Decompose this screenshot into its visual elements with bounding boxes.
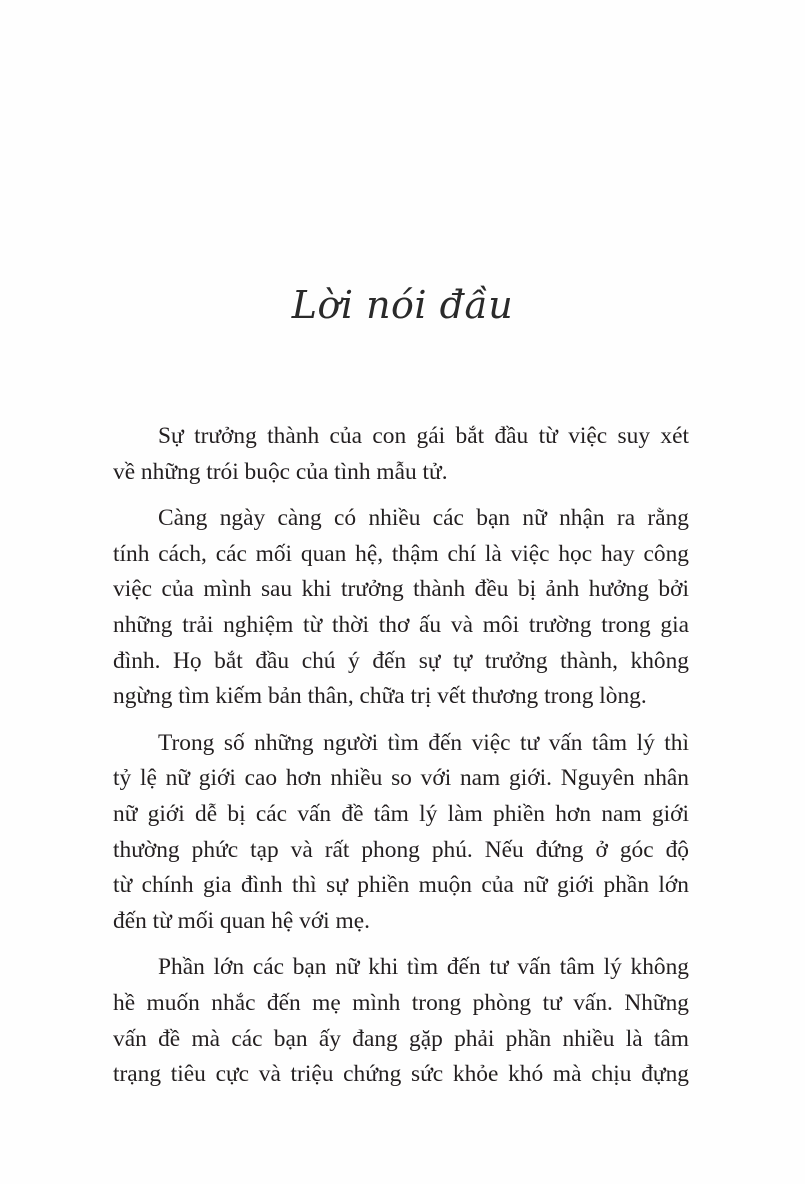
- paragraph-2: [113, 501, 689, 715]
- text-line: đến từ mối quan hệ với mẹ.: [113, 907, 370, 934]
- text-line: về những trói buộc của tình mẫu tử.: [113, 458, 448, 485]
- text-line: Sự trưởng thành của con gái bắt đầu từ việc suy xét: [158, 423, 689, 449]
- text-line: ngừng tìm kiếm bản thân, chữa trị vết thương trong lòng.: [113, 683, 647, 710]
- text-line: trạng tiêu cực và triệu chứng sức khỏe khó mà chịu đựng: [113, 1061, 689, 1088]
- body-text: [113, 419, 689, 1104]
- text-line: vấn đề mà các bạn ấy đang gặp phải phần nhiều là tâm: [113, 1025, 689, 1052]
- text-line: hề muốn nhắc đến mẹ mình trong phòng tư vấn. Những: [113, 989, 689, 1016]
- text-line: những trải nghiệm từ thời thơ ấu và môi trường trong gia: [113, 611, 689, 638]
- text-line: tỷ lệ nữ giới cao hơn nhiều so với nam giới. Nguyên nhân: [113, 765, 689, 792]
- text-line: từ chính gia đình thì sự phiền muộn của nữ giới phần lớn: [113, 872, 689, 899]
- text-line: Phần lớn các bạn nữ khi tìm đến tư vấn tâm lý không: [158, 954, 689, 981]
- text-line: tính cách, các mối quan hệ, thậm chí là việc học hay công: [113, 540, 689, 567]
- paragraph-3: [113, 726, 689, 940]
- text-line: thường phức tạp và rất phong phú. Nếu đứng ở góc độ: [113, 836, 689, 863]
- text-line: việc của mình sau khi trưởng thành đều bị ảnh hưởng bởi: [113, 576, 689, 603]
- text-line: đình. Họ bắt đầu chú ý đến sự tự trưởng thành, không: [113, 647, 689, 674]
- chapter-title: Lời nói đầu: [291, 283, 514, 327]
- text-line: Trong số những người tìm đến việc tư vấn tâm lý thì: [158, 729, 689, 756]
- paragraph-4: [113, 950, 689, 1092]
- paragraph-1: [113, 419, 689, 490]
- text-line: nữ giới dễ bị các vấn đề tâm lý làm phiền hơn nam giới: [113, 800, 689, 827]
- text-line: Càng ngày càng có nhiều các bạn nữ nhận ra rằng: [158, 505, 689, 532]
